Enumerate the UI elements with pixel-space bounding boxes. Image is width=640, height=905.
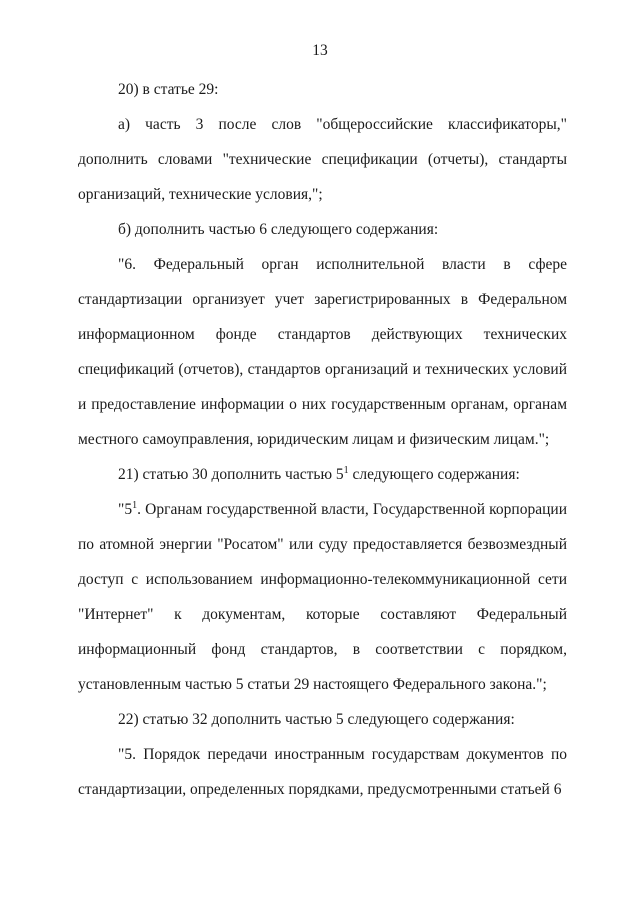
paragraph-part-5-1-text xyxy=(78,492,567,702)
superscript-index: 1 xyxy=(343,465,349,476)
paragraph-item-22: 22) статью 32 дополнить частью 5 следующего содержания: xyxy=(118,711,515,728)
paragraph-part-5-1-start: "5 xyxy=(118,501,133,518)
paragraph-subitem-a: а) часть 3 после слов "общероссийские классификаторы," дополнить словами "технические спецификации (отчеты), стандарты организаций, технические условия,"; xyxy=(78,116,567,203)
paragraph-part-5-1-end: . Органам государственной власти, Государственной корпорации по атомной энергии "Росатом" или суду предоставляется безвозмездный доступ с использованием информационно-телекоммуникационной сети "Интернет" к документам, которые составляют Федеральный информационный фонд стандартов, в соответствии с порядком, установленным частью 5 статьи 29 настоящего Федерального закона."; xyxy=(78,501,567,693)
paragraph-part-6-text: "6. Федеральный орган исполнительной власти в сфере стандартизации организует учет зарегистрированных в Федеральном информационном фонде стандартов действующих технических спецификаций (отчетов), стандартов организаций и технических условий и предоставление информации о них государственным органам, органам местного самоуправления, юридическим лицам и физическим лицам."; xyxy=(78,256,567,448)
superscript-index: 1 xyxy=(132,500,138,511)
page-number: 13 xyxy=(312,42,328,59)
paragraph-item-21-end: следующего содержания: xyxy=(348,466,520,483)
document-body xyxy=(78,72,567,807)
paragraph-item-21 xyxy=(78,457,567,492)
paragraph-item-20: 20) в статье 29: xyxy=(118,81,219,98)
paragraph-part-5-text: "5. Порядок передачи иностранным государствам документов по стандартизации, определенных порядками, предусмотренными статьей 6 xyxy=(78,746,567,798)
paragraph-subitem-b: б) дополнить частью 6 следующего содержания: xyxy=(118,221,439,238)
paragraph-item-21-start: 21) статью 30 дополнить частью 5 xyxy=(118,466,344,483)
